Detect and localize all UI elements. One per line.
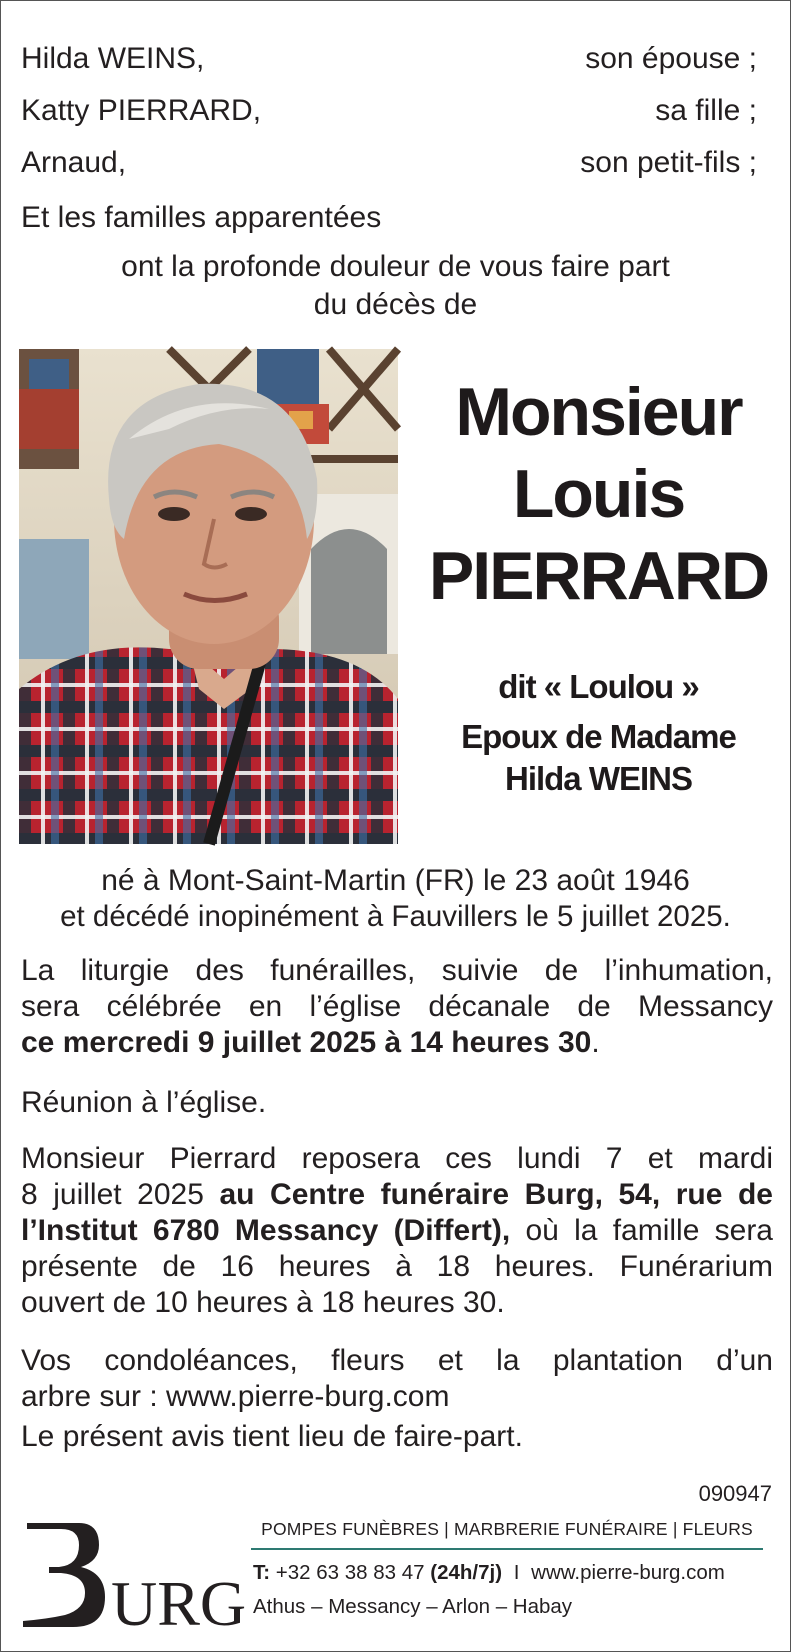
footer-services: POMPES FUNÈBRES | MARBRERIE FUNÉRAIRE | FLEURS xyxy=(261,1519,753,1539)
viewing-line-2 xyxy=(21,1177,773,1213)
phone-hours: (24h/7j) xyxy=(430,1561,503,1584)
footer-towns: Athus – Messancy – Arlon – Habay xyxy=(253,1595,573,1618)
liturgy-line-2: sera célébrée en l’église décanale de Messancy xyxy=(21,990,773,1023)
deceased-last-name: PIERRARD xyxy=(428,538,769,614)
birth-line: né à Mont-Saint-Martin (FR) le 23 août 1946 xyxy=(101,864,690,897)
family-row xyxy=(21,39,757,79)
family-row xyxy=(21,143,757,183)
burg-logo xyxy=(21,1519,247,1639)
viewing-place-1: au Centre funéraire Burg, 54, rue de xyxy=(219,1178,773,1211)
phone-number: +32 63 38 83 47 xyxy=(275,1561,425,1584)
viewing-place-2: l’Institut 6780 Messancy (Differt), xyxy=(21,1214,511,1247)
viewing-line-5: ouvert de 10 heures à 18 heures 30. xyxy=(21,1286,505,1319)
notice-paragraph xyxy=(21,1419,773,1455)
family-relation: sa fille ; xyxy=(655,94,757,127)
viewing-line-3 xyxy=(21,1213,773,1249)
death-line: et décédé inopinément à Fauvillers le 5 juillet 2025. xyxy=(60,900,731,933)
families-line: Et les familles apparentées xyxy=(21,201,382,234)
viewing-paragraph xyxy=(21,1141,773,1321)
deceased-first-name: Louis xyxy=(512,456,685,532)
phone-label: T: xyxy=(253,1561,271,1584)
notice-line: Le présent avis tient lieu de faire-part. xyxy=(21,1420,523,1453)
family-row xyxy=(21,91,757,131)
liturgy-date-end: . xyxy=(591,1026,600,1059)
viewing-date: 8 juillet 2025 xyxy=(21,1178,220,1211)
condolences-paragraph xyxy=(21,1343,773,1415)
spouse-line-1: Epoux de Madame xyxy=(461,718,736,755)
announcement-line-1: ont la profonde douleur de vous faire part xyxy=(121,250,670,283)
liturgy-date: ce mercredi 9 juillet 2025 à 14 heures 30 xyxy=(21,1026,592,1059)
liturgy-paragraph xyxy=(21,953,773,1061)
meeting-line: Réunion à l’église. xyxy=(21,1086,267,1119)
reference-number: 090947 xyxy=(698,1481,772,1506)
liturgy-line-1: La liturgie des funérailles, suivie de l’inhumation, xyxy=(21,954,773,987)
footer-website: www.pierre-burg.com xyxy=(531,1561,725,1584)
meeting-paragraph xyxy=(21,1085,773,1121)
viewing-line-3-end: où la famille sera xyxy=(510,1214,773,1247)
footer-contact xyxy=(253,1559,725,1587)
spouse-line-2: Hilda WEINS xyxy=(504,760,693,797)
liturgy-date-line xyxy=(21,1025,773,1061)
family-name: Hilda WEINS, xyxy=(21,42,205,75)
family-name: Arnaud, xyxy=(21,146,127,179)
viewing-line-4: présente de 16 heures à 18 heures. Funérarium xyxy=(21,1250,773,1283)
condolences-line-1: Vos condoléances, fleurs et la plantation d’un xyxy=(21,1344,773,1377)
viewing-line-1: Monsieur Pierrard reposera ces lundi 7 et mardi xyxy=(21,1142,773,1175)
family-relation: son épouse ; xyxy=(585,42,757,75)
portrait-photo xyxy=(19,349,398,844)
deceased-nickname: dit « Loulou » xyxy=(498,668,699,705)
condolences-line-2: arbre sur : www.pierre-burg.com xyxy=(21,1380,450,1413)
announcement-line-2: du décès de xyxy=(313,288,478,321)
contact-separator: I xyxy=(513,1561,520,1584)
burg-logo-mark xyxy=(21,1519,247,1639)
footer-divider xyxy=(251,1548,763,1550)
family-relation: son petit-fils ; xyxy=(580,146,757,179)
burg-logo-text: URG xyxy=(111,1568,247,1639)
deceased-title: Monsieur xyxy=(455,374,742,450)
family-name: Katty PIERRARD, xyxy=(21,94,262,127)
portrait-illustration xyxy=(19,349,398,844)
